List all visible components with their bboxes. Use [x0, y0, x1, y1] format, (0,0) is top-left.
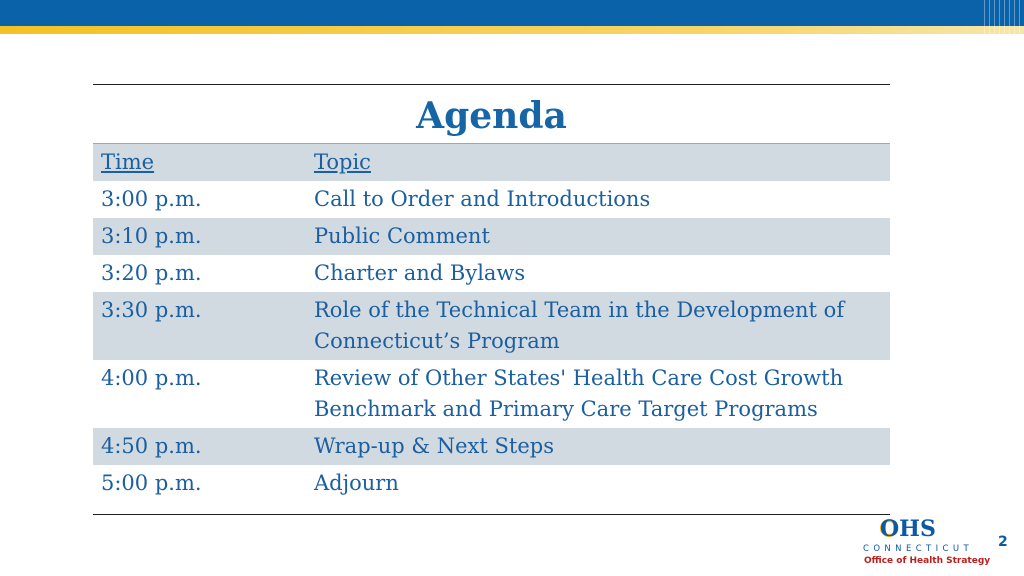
- logo-name: OHS: [880, 516, 936, 542]
- agenda-topic: Adjourn: [314, 471, 399, 495]
- header-decoration: [984, 0, 1024, 34]
- agenda-topic: Charter and Bylaws: [314, 261, 526, 285]
- logo-state: CONNECTICUT: [863, 544, 974, 554]
- agenda-time: 3:10 p.m.: [101, 224, 202, 248]
- agenda-table: [93, 143, 890, 502]
- agenda-header-row: [93, 143, 890, 181]
- agenda-time: 3:20 p.m.: [101, 261, 202, 285]
- page-number: 2: [998, 534, 1008, 550]
- agenda-time: 4:50 p.m.: [101, 434, 202, 458]
- agenda-topic: Review of Other States' Health Care Cost Growth Benchmark and Primary Care Target Programs: [314, 366, 844, 421]
- header-gold-stripe: [0, 26, 1024, 34]
- topic-column-header: Topic: [314, 150, 371, 174]
- agenda-time: 4:00 p.m.: [101, 366, 202, 390]
- agenda-time: 5:00 p.m.: [101, 471, 202, 495]
- agenda-row: [93, 465, 890, 502]
- agenda-row: [93, 292, 890, 360]
- agenda-topic: Call to Order and Introductions: [314, 187, 651, 211]
- agenda-row: [93, 360, 890, 428]
- agenda-row: [93, 218, 890, 255]
- agenda-row: [93, 255, 890, 292]
- slide-title: Agenda: [416, 95, 567, 137]
- agenda-time: 3:30 p.m.: [101, 298, 202, 322]
- logo-office: Office of Health Strategy: [864, 556, 991, 566]
- agenda-topic: Wrap-up & Next Steps: [314, 434, 554, 458]
- header-band: [0, 0, 1024, 26]
- time-column-header: Time: [101, 150, 155, 174]
- agenda-topic: Role of the Technical Team in the Development of Connecticut’s Program: [314, 298, 845, 353]
- ohs-logo: [862, 516, 991, 572]
- agenda-time: 3:00 p.m.: [101, 187, 202, 211]
- agenda-row: [93, 428, 890, 465]
- agenda-row: [93, 181, 890, 218]
- table-bottom-rule: [93, 514, 890, 515]
- table-top-rule: [93, 84, 890, 85]
- agenda-topic: Public Comment: [314, 224, 490, 248]
